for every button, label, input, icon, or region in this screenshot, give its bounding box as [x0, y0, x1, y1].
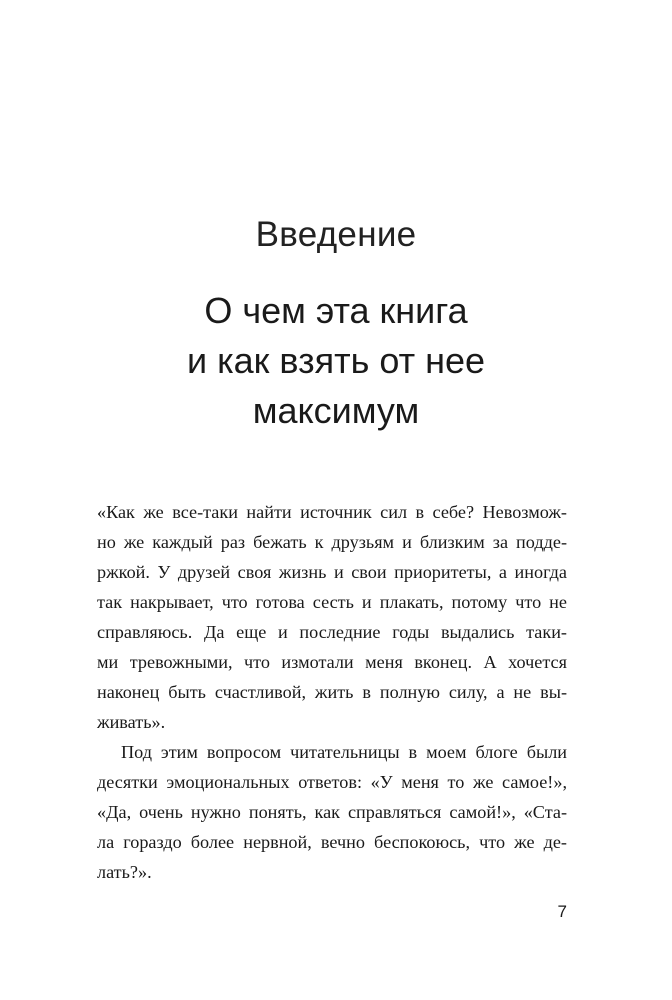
text-line: наконец быть счастливой, жить в полную силу, а не вы- [97, 682, 567, 702]
text-line: десятки эмоциональных ответов: «У меня то же самое!», [97, 772, 567, 792]
paragraph [97, 497, 567, 737]
text-line: так накрывает, что готова сесть и плакать, потому что не [97, 592, 567, 612]
text-line: «Да, очень нужно понять, как справляться самой!», «Ста- [97, 802, 567, 822]
text-line: ржкой. У друзей своя жизнь и свои приоритеты, а иногда [97, 562, 567, 582]
text-line: ла гораздо более нервной, вечно беспокоюсь, что же де- [97, 832, 567, 852]
paragraph [97, 737, 567, 887]
chapter-title-line: О чем эта книга [204, 290, 468, 331]
text-line: лать?». [97, 862, 152, 882]
text-line: справляюсь. Да еще и последние годы выдались таки- [97, 622, 567, 642]
body-text [97, 497, 567, 887]
chapter-title-line: и как взять от нее [186, 340, 486, 381]
text-line: ми тревожными, что измотали меня вконец. А хочется [97, 652, 567, 672]
text-line: но же каждый раз бежать к друзьям и близким за подде- [97, 532, 567, 552]
page-number: 7 [557, 902, 567, 921]
text-line: «Как же все-таки найти источник сил в себе? Невозмож- [97, 502, 567, 522]
text-line: Под этим вопросом читательницы в моем блоге были [121, 742, 567, 762]
text-line: живать». [97, 712, 166, 732]
chapter-label: Введение [255, 215, 417, 254]
chapter-title [0, 286, 672, 436]
chapter-title-line: максимум [252, 390, 420, 431]
